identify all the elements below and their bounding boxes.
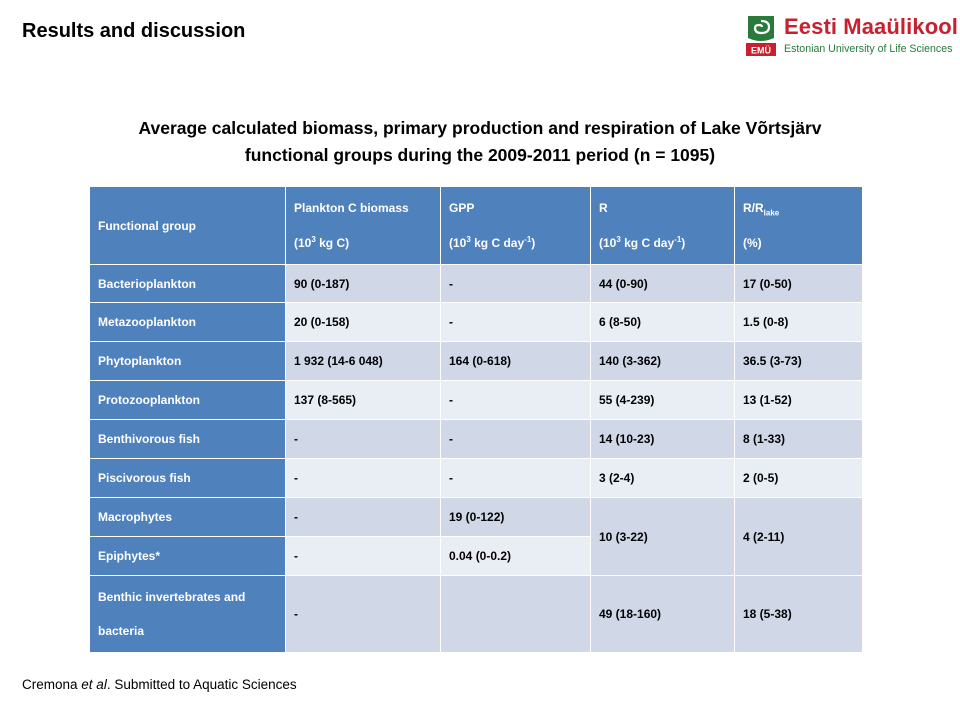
cell-gpp: 19 (0-122) — [441, 498, 590, 536]
cell-biomass: 137 (8-565) — [286, 381, 440, 419]
university-name: Eesti Maaülikool — [784, 14, 958, 39]
cell-r-ratio: 1.5 (0-8) — [735, 303, 862, 341]
cell-respiration: 44 (0-90) — [591, 265, 734, 302]
cell-respiration: 14 (10-23) — [591, 420, 734, 458]
header-gpp: GPP ($10^3$ kg C day$^{-1}$) — [441, 187, 590, 264]
row-label: Epiphytes* — [90, 537, 285, 575]
cell-respiration: 140 (3-362) — [591, 342, 734, 380]
header-biomass: Plankton C biomass ($10^3$ kg C) — [286, 187, 440, 264]
cell-respiration-merged: 10 (3-22) — [591, 498, 734, 575]
results-table — [90, 187, 862, 652]
cell-r-ratio: 2 (0-5) — [735, 459, 862, 497]
row-label: Piscivorous fish — [90, 459, 285, 497]
cell-biomass: 90 (0-187) — [286, 265, 440, 302]
university-subtitle: Estonian University of Life Sciences — [784, 43, 953, 55]
table-title-line-1: Average calculated biomass, primary production and respiration of Lake Võrtsjärv — [138, 118, 822, 138]
cell-gpp: - — [441, 459, 590, 497]
university-logo — [744, 12, 958, 58]
citation: Cremona et al. Submitted to Aquatic Sciences — [22, 677, 297, 692]
cell-r-ratio-merged: 4 (2-11) — [735, 498, 862, 575]
cell-biomass: - — [286, 498, 440, 536]
cell-biomass: - — [286, 576, 440, 652]
cell-biomass: - — [286, 420, 440, 458]
row-label: Benthic invertebrates and bacteria — [90, 576, 285, 652]
cell-respiration: 3 (2-4) — [591, 459, 734, 497]
cell-biomass: 1 932 (14-6 048) — [286, 342, 440, 380]
header-functional-group: Functional group — [90, 187, 285, 264]
cell-respiration: 49 (18-160) — [591, 576, 734, 652]
row-label: Bacterioplankton — [90, 265, 285, 302]
university-emblem-icon — [744, 12, 778, 58]
cell-r-ratio: 36.5 (3-73) — [735, 342, 862, 380]
table-title-line-2: functional groups during the 2009-2011 period (n = 1095) — [244, 145, 716, 165]
cell-biomass: - — [286, 537, 440, 575]
cell-gpp: 164 (0-618) — [441, 342, 590, 380]
cell-respiration: 6 (8-50) — [591, 303, 734, 341]
cell-r-ratio: 18 (5-38) — [735, 576, 862, 652]
cell-r-ratio: 8 (1-33) — [735, 420, 862, 458]
slide-title: Results and discussion — [22, 20, 246, 42]
cell-r-ratio: 13 (1-52) — [735, 381, 862, 419]
row-label: Metazooplankton — [90, 303, 285, 341]
cell-gpp — [441, 576, 590, 652]
cell-gpp: 0.04 (0-0.2) — [441, 537, 590, 575]
cell-gpp: - — [441, 303, 590, 341]
cell-r-ratio: 17 (0-50) — [735, 265, 862, 302]
header-respiration: R ($10^3$ kg C day$^{-1}$) — [591, 187, 734, 264]
cell-gpp: - — [441, 420, 590, 458]
cell-biomass: 20 (0-158) — [286, 303, 440, 341]
cell-gpp: - — [441, 381, 590, 419]
svg-text:EMÜ: EMÜ — [751, 45, 771, 56]
row-label: Phytoplankton — [90, 342, 285, 380]
cell-gpp: - — [441, 265, 590, 302]
header-r-ratio: $R/R_{lake}$ (%) — [735, 187, 862, 264]
row-label: Macrophytes — [90, 498, 285, 536]
row-label: Protozooplankton — [90, 381, 285, 419]
cell-biomass: - — [286, 459, 440, 497]
row-label: Benthivorous fish — [90, 420, 285, 458]
cell-respiration: 55 (4-239) — [591, 381, 734, 419]
